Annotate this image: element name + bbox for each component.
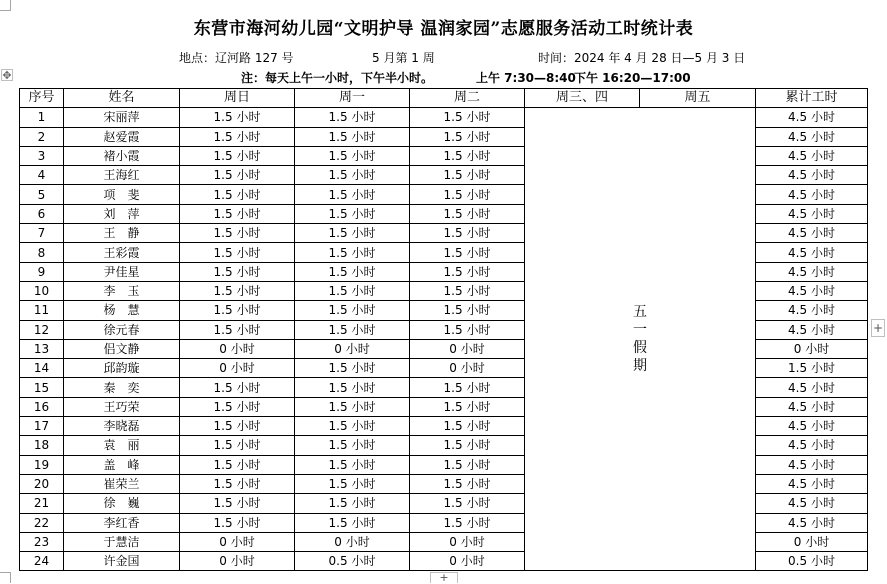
cell-name: 袁 丽 xyxy=(64,436,180,455)
cell-tue: 1.5 小时 xyxy=(410,224,525,243)
cell-name: 赵爱霞 xyxy=(64,127,180,146)
corner-mark-top-left xyxy=(0,0,11,11)
cell-sun: 1.5 小时 xyxy=(180,301,295,320)
header-tue: 周二 xyxy=(410,89,525,108)
cell-tue: 1.5 小时 xyxy=(410,204,525,223)
cell-name: 崔荣兰 xyxy=(64,474,180,493)
cell-name: 宋丽萍 xyxy=(64,108,180,127)
cell-name: 秦 奕 xyxy=(64,378,180,397)
holiday-char: 一 xyxy=(633,322,647,339)
cell-name: 徐 巍 xyxy=(64,494,180,513)
cell-name: 许金国 xyxy=(64,552,180,571)
cell-tue: 1.5 小时 xyxy=(410,320,525,339)
cell-no: 24 xyxy=(20,552,64,571)
cell-total: 4.5 小时 xyxy=(756,281,868,300)
cell-no: 23 xyxy=(20,532,64,551)
cell-tue: 1.5 小时 xyxy=(410,166,525,185)
cell-total: 4.5 小时 xyxy=(756,108,868,127)
cell-name: 尹佳星 xyxy=(64,262,180,281)
cell-no: 17 xyxy=(20,417,64,436)
cell-sun: 1.5 小时 xyxy=(180,262,295,281)
cell-total: 4.5 小时 xyxy=(756,513,868,532)
date-range-text: 时间：2024 年 4 月 28 日—5 月 3 日 xyxy=(538,51,746,65)
cell-total: 4.5 小时 xyxy=(756,204,868,223)
note-afternoon-text: 下午 16:20—17:00 xyxy=(574,71,691,85)
cell-tue: 1.5 小时 xyxy=(410,417,525,436)
cell-tue: 1.5 小时 xyxy=(410,185,525,204)
header-wed-thu: 周三、四 xyxy=(525,89,640,108)
cell-name: 于慧洁 xyxy=(64,532,180,551)
holiday-char: 期 xyxy=(633,358,647,375)
cell-sun: 0 小时 xyxy=(180,532,295,551)
corner-mark-bottom-left xyxy=(0,572,11,583)
note-rule-text: 注：每天上午一小时，下午半小时。 xyxy=(241,71,434,85)
holiday-merged-cell xyxy=(525,108,756,571)
move-handle-icon[interactable]: ✥ xyxy=(2,69,12,82)
cell-sun: 1.5 小时 xyxy=(180,436,295,455)
cell-sun: 1.5 小时 xyxy=(180,166,295,185)
cell-name: 李红香 xyxy=(64,513,180,532)
cell-sun: 1.5 小时 xyxy=(180,224,295,243)
cell-mon: 1.5 小时 xyxy=(295,281,410,300)
cell-tue: 1.5 小时 xyxy=(410,474,525,493)
cell-no: 5 xyxy=(20,185,64,204)
cell-no: 19 xyxy=(20,455,64,474)
cell-mon: 1.5 小时 xyxy=(295,204,410,223)
cell-no: 22 xyxy=(20,513,64,532)
cell-mon: 0.5 小时 xyxy=(295,552,410,571)
cell-sun: 1.5 小时 xyxy=(180,243,295,262)
cell-mon: 1.5 小时 xyxy=(295,320,410,339)
cell-name: 李晓磊 xyxy=(64,417,180,436)
cell-mon: 1.5 小时 xyxy=(295,359,410,378)
cell-tue: 0 小时 xyxy=(410,339,525,358)
cell-tue: 1.5 小时 xyxy=(410,301,525,320)
cell-tue: 1.5 小时 xyxy=(410,513,525,532)
cell-tue: 0 小时 xyxy=(410,552,525,571)
table-body xyxy=(20,108,868,571)
cell-name: 褚小霞 xyxy=(64,146,180,165)
cell-tue: 1.5 小时 xyxy=(410,455,525,474)
cell-tue: 1.5 小时 xyxy=(410,494,525,513)
cell-tue: 1.5 小时 xyxy=(410,127,525,146)
cell-mon: 1.5 小时 xyxy=(295,224,410,243)
cell-sun: 1.5 小时 xyxy=(180,494,295,513)
cell-name: 盖 峰 xyxy=(64,455,180,474)
cell-sun: 0 小时 xyxy=(180,552,295,571)
cell-no: 20 xyxy=(20,474,64,493)
cell-no: 4 xyxy=(20,166,64,185)
cell-sun: 1.5 小时 xyxy=(180,474,295,493)
worktime-table xyxy=(19,88,868,571)
cell-mon: 0 小时 xyxy=(295,532,410,551)
cell-sun: 1.5 小时 xyxy=(180,108,295,127)
cell-no: 2 xyxy=(20,127,64,146)
cell-mon: 1.5 小时 xyxy=(295,436,410,455)
cell-tue: 1.5 小时 xyxy=(410,243,525,262)
cell-no: 7 xyxy=(20,224,64,243)
cell-tue: 1.5 小时 xyxy=(410,146,525,165)
cell-sun: 1.5 小时 xyxy=(180,320,295,339)
cell-no: 10 xyxy=(20,281,64,300)
cell-name: 李 玉 xyxy=(64,281,180,300)
cell-name: 刘 萍 xyxy=(64,204,180,223)
cell-sun: 1.5 小时 xyxy=(180,455,295,474)
location-text: 地点：辽河路 127 号 xyxy=(179,51,294,65)
cell-mon: 1.5 小时 xyxy=(295,185,410,204)
cell-total: 0 小时 xyxy=(756,339,868,358)
cell-mon: 1.5 小时 xyxy=(295,378,410,397)
cell-total: 4.5 小时 xyxy=(756,224,868,243)
cell-total: 4.5 小时 xyxy=(756,146,868,165)
cell-no: 1 xyxy=(20,108,64,127)
cell-no: 6 xyxy=(20,204,64,223)
cell-no: 13 xyxy=(20,339,64,358)
cell-name: 王 静 xyxy=(64,224,180,243)
cell-total: 1.5 小时 xyxy=(756,359,868,378)
cell-total: 4.5 小时 xyxy=(756,185,868,204)
cell-total: 4.5 小时 xyxy=(756,127,868,146)
header-fri: 周五 xyxy=(640,89,756,108)
holiday-char: 假 xyxy=(633,340,647,357)
cell-sun: 1.5 小时 xyxy=(180,185,295,204)
cell-total: 4.5 小时 xyxy=(756,378,868,397)
note-morning-text: 上午 7:30—8:40 xyxy=(476,71,576,85)
cell-sun: 1.5 小时 xyxy=(180,378,295,397)
cell-mon: 1.5 小时 xyxy=(295,397,410,416)
cell-sun: 1.5 小时 xyxy=(180,397,295,416)
cell-tue: 1.5 小时 xyxy=(410,378,525,397)
cell-name: 项 斐 xyxy=(64,185,180,204)
holiday-char: 五 xyxy=(633,304,647,321)
cell-sun: 1.5 小时 xyxy=(180,146,295,165)
cell-no: 11 xyxy=(20,301,64,320)
cell-total: 4.5 小时 xyxy=(756,417,868,436)
cell-total: 0.5 小时 xyxy=(756,552,868,571)
cell-mon: 1.5 小时 xyxy=(295,301,410,320)
table-header-row xyxy=(20,89,868,108)
cell-mon: 1.5 小时 xyxy=(295,513,410,532)
cell-no: 16 xyxy=(20,397,64,416)
cell-total: 4.5 小时 xyxy=(756,474,868,493)
cell-sun: 1.5 小时 xyxy=(180,204,295,223)
cell-tue: 1.5 小时 xyxy=(410,262,525,281)
cell-no: 8 xyxy=(20,243,64,262)
cell-no: 12 xyxy=(20,320,64,339)
cell-name: 杨 慧 xyxy=(64,301,180,320)
cell-total: 4.5 小时 xyxy=(756,243,868,262)
cell-total: 4.5 小时 xyxy=(756,455,868,474)
cell-mon: 0 小时 xyxy=(295,339,410,358)
cell-tue: 0 小时 xyxy=(410,359,525,378)
cell-tue: 1.5 小时 xyxy=(410,108,525,127)
cell-name: 王海红 xyxy=(64,166,180,185)
cell-no: 21 xyxy=(20,494,64,513)
cell-sun: 1.5 小时 xyxy=(180,417,295,436)
cell-total: 4.5 小时 xyxy=(756,320,868,339)
page-title: 东营市海河幼儿园“文明护导 温润家园”志愿服务活动工时统计表 xyxy=(193,19,694,39)
cell-mon: 1.5 小时 xyxy=(295,243,410,262)
cell-mon: 1.5 小时 xyxy=(295,108,410,127)
cell-total: 4.5 小时 xyxy=(756,436,868,455)
cell-no: 9 xyxy=(20,262,64,281)
cell-mon: 1.5 小时 xyxy=(295,455,410,474)
cell-name: 徐元春 xyxy=(64,320,180,339)
cell-mon: 1.5 小时 xyxy=(295,127,410,146)
cell-tue: 1.5 小时 xyxy=(410,397,525,416)
cell-total: 4.5 小时 xyxy=(756,166,868,185)
cell-name: 邱韵璇 xyxy=(64,359,180,378)
cell-total: 4.5 小时 xyxy=(756,262,868,281)
cell-sun: 1.5 小时 xyxy=(180,281,295,300)
week-text: 5 月第 1 周 xyxy=(372,51,435,65)
cell-name: 王彩霞 xyxy=(64,243,180,262)
cell-sun: 1.5 小时 xyxy=(180,513,295,532)
header-mon: 周一 xyxy=(295,89,410,108)
cell-tue: 1.5 小时 xyxy=(410,436,525,455)
cell-name: 侣文静 xyxy=(64,339,180,358)
cell-no: 15 xyxy=(20,378,64,397)
header-no: 序号 xyxy=(20,89,64,108)
cell-total: 4.5 小时 xyxy=(756,397,868,416)
header-sun: 周日 xyxy=(180,89,295,108)
cell-sun: 1.5 小时 xyxy=(180,127,295,146)
cell-tue: 0 小时 xyxy=(410,532,525,551)
header-name: 姓名 xyxy=(64,89,180,108)
cell-mon: 1.5 小时 xyxy=(295,417,410,436)
cell-no: 18 xyxy=(20,436,64,455)
cell-sun: 0 小时 xyxy=(180,359,295,378)
add-column-icon[interactable]: + xyxy=(872,321,884,335)
cell-name: 王巧荣 xyxy=(64,397,180,416)
cell-sun: 0 小时 xyxy=(180,339,295,358)
cell-total: 0 小时 xyxy=(756,532,868,551)
cell-total: 4.5 小时 xyxy=(756,301,868,320)
cell-mon: 1.5 小时 xyxy=(295,146,410,165)
cell-mon: 1.5 小时 xyxy=(295,262,410,281)
cell-tue: 1.5 小时 xyxy=(410,281,525,300)
cell-no: 3 xyxy=(20,146,64,165)
header-total: 累计工时 xyxy=(756,89,868,108)
cell-no: 14 xyxy=(20,359,64,378)
cell-total: 4.5 小时 xyxy=(756,494,868,513)
cell-mon: 1.5 小时 xyxy=(295,494,410,513)
cell-mon: 1.5 小时 xyxy=(295,166,410,185)
add-row-icon[interactable]: + xyxy=(430,572,458,583)
table-row xyxy=(20,108,868,127)
cell-mon: 1.5 小时 xyxy=(295,474,410,493)
